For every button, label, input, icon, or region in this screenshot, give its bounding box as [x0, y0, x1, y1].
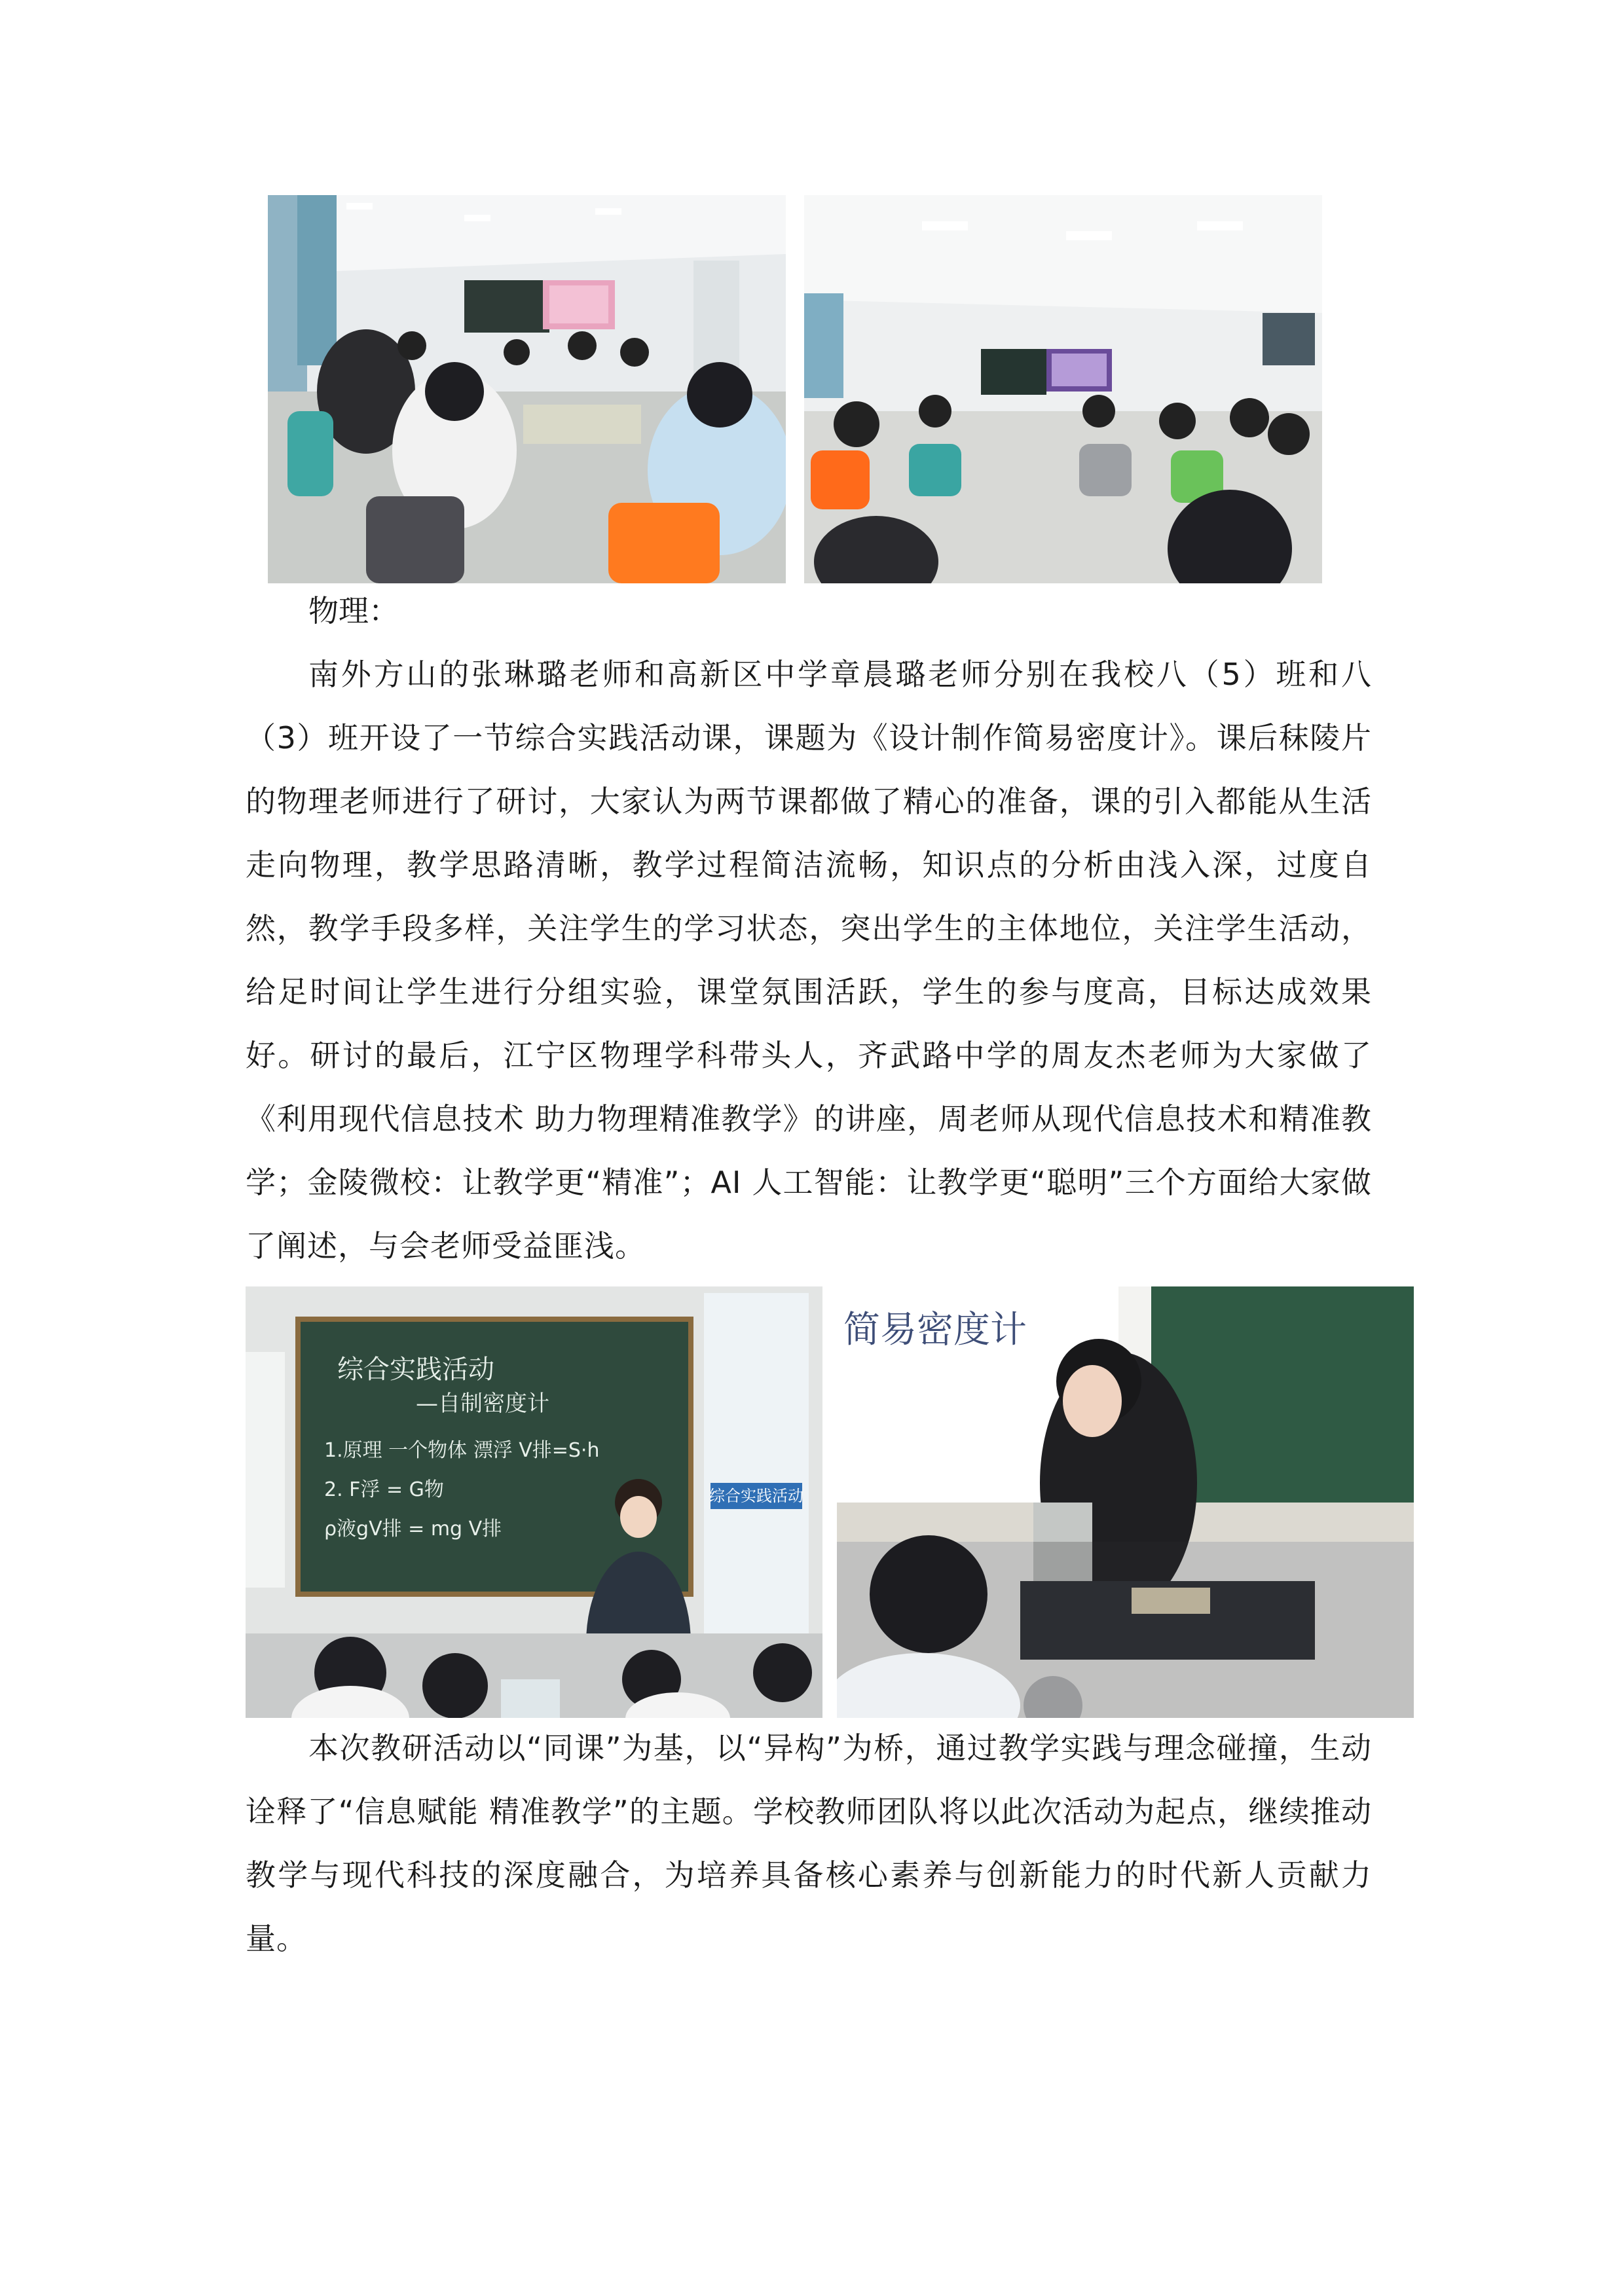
blackboard-photo: [246, 1286, 822, 1718]
closing-paragraph: 本次教研活动以“同课”为基，以“异构”为桥，通过教学实践与理念碰撞，生动诠释了“信息赋能 精准教学”的主题。学校教师团队将以此次活动为起点，继续推动教学与现代科技的深度融合，为培养具备核心素养与创新能力的时代新人贡献力量。: [246, 1730, 1372, 1956]
board-line-1: 综合实践活动: [337, 1355, 494, 1385]
board-line-5: ρ液gV排 = mg V排: [324, 1518, 502, 1540]
board-line-3: 1.原理 一个物体 漂浮 V排=S·h: [324, 1439, 600, 1462]
screen-text: 简易密度计: [843, 1309, 1027, 1351]
board-line-2: —自制密度计: [416, 1391, 549, 1417]
physics-paragraph: 南外方山的张琳璐老师和高新区中学章晨璐老师分别在我校八（5）班和八（3）班开设了一节综合实践活动课，课题为《设计制作简易密度计》。课后秣陵片的物理老师进行了研讨，大家认为两节课都做了精心的准备，课的引入都能从生活走向物理，教学思路清晰，教学过程简洁流畅，知识点的分析由浅入深，过度自然，教学手段多样，关注学生的学习状态，突出学生的主体地位，关注学生活动，给足时间让学生进行分组实验，课堂氛围活跃，学生的参与度高，目标达成效果好。研讨的最后，江宁区物理学科带头人，齐武路中学的周友杰老师为大家做了《利用现代信息技术 助力物理精准教学》的讲座，周老师从现代信息技术和精准教学；金陵微校：让教学更“精准”；AI 人工智能：让教学更“聪明”三个方面给大家做了阐述，与会老师受益匪浅。: [246, 657, 1372, 1264]
classroom-photo-1: [268, 195, 786, 583]
teacher-demo-photo: [837, 1286, 1414, 1718]
notice-board-label: 综合实践活动: [709, 1487, 803, 1505]
physics-label: 物理：: [308, 593, 399, 629]
board-line-4: 2. F浮 = G物: [324, 1478, 444, 1501]
classroom-photo-2: [804, 195, 1322, 583]
